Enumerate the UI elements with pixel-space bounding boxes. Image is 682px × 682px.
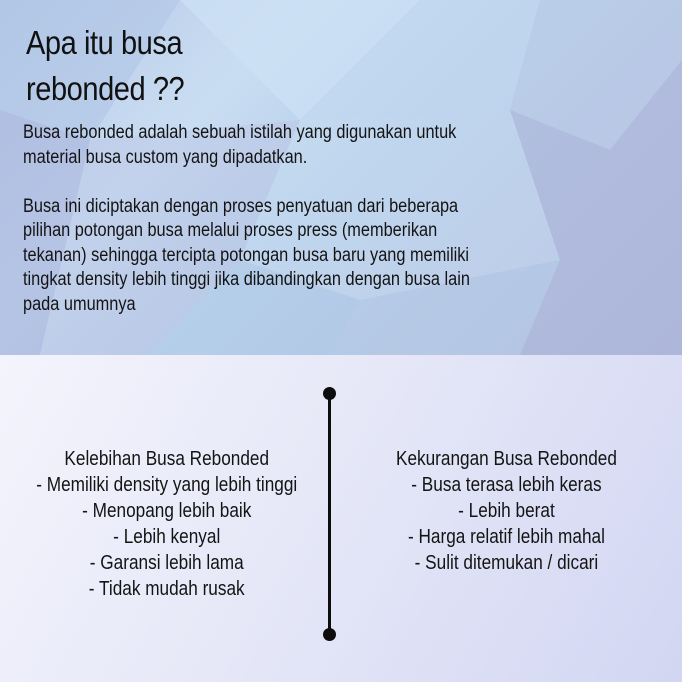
divider-top-dot-icon	[323, 387, 336, 400]
disadvantages-column	[340, 446, 672, 576]
intro-line: tekanan) sehingga tercipta potongan busa baru yang memiliki	[23, 244, 470, 266]
advantages-column	[0, 446, 334, 602]
disadvantages-heading: Kekurangan Busa Rebonded	[395, 448, 617, 470]
paragraph-gap	[23, 170, 556, 195]
vertical-divider	[328, 393, 331, 634]
intro-text	[23, 121, 556, 317]
disadvantage-item: - Busa terasa lebih keras	[410, 474, 602, 496]
title-line-2: rebonded ??	[26, 70, 185, 107]
advantage-item: - Tidak mudah rusak	[89, 578, 245, 600]
divider-bottom-dot-icon	[323, 628, 336, 641]
page-title	[26, 20, 184, 112]
disadvantage-item: - Lebih berat	[457, 500, 555, 522]
disadvantage-item: - Sulit ditemukan / dicari	[414, 552, 598, 574]
advantage-item: - Garansi lebih lama	[90, 552, 244, 574]
disadvantage-item: - Harga relatif lebih mahal	[407, 526, 605, 548]
title-line-1: Apa itu busa	[26, 24, 183, 61]
advantages-heading: Kelebihan Busa Rebonded	[64, 448, 270, 470]
intro-line: pada umumnya	[23, 293, 136, 315]
intro-line: material busa custom yang dipadatkan.	[23, 146, 308, 168]
advantage-item: - Menopang lebih baik	[82, 500, 252, 522]
intro-line: pilihan potongan busa melalui proses press (memberikan	[23, 220, 438, 241]
intro-line: tingkat density lebih tinggi jika dibandingkan dengan busa lain	[23, 269, 470, 290]
advantage-item: - Memiliki density yang lebih tinggi	[36, 474, 298, 496]
intro-line: Busa ini diciptakan dengan proses penyatuan dari beberapa	[23, 195, 459, 217]
advantage-item: - Lebih kenyal	[113, 526, 221, 548]
intro-line: Busa rebonded adalah sebuah istilah yang digunakan untuk	[23, 122, 457, 143]
